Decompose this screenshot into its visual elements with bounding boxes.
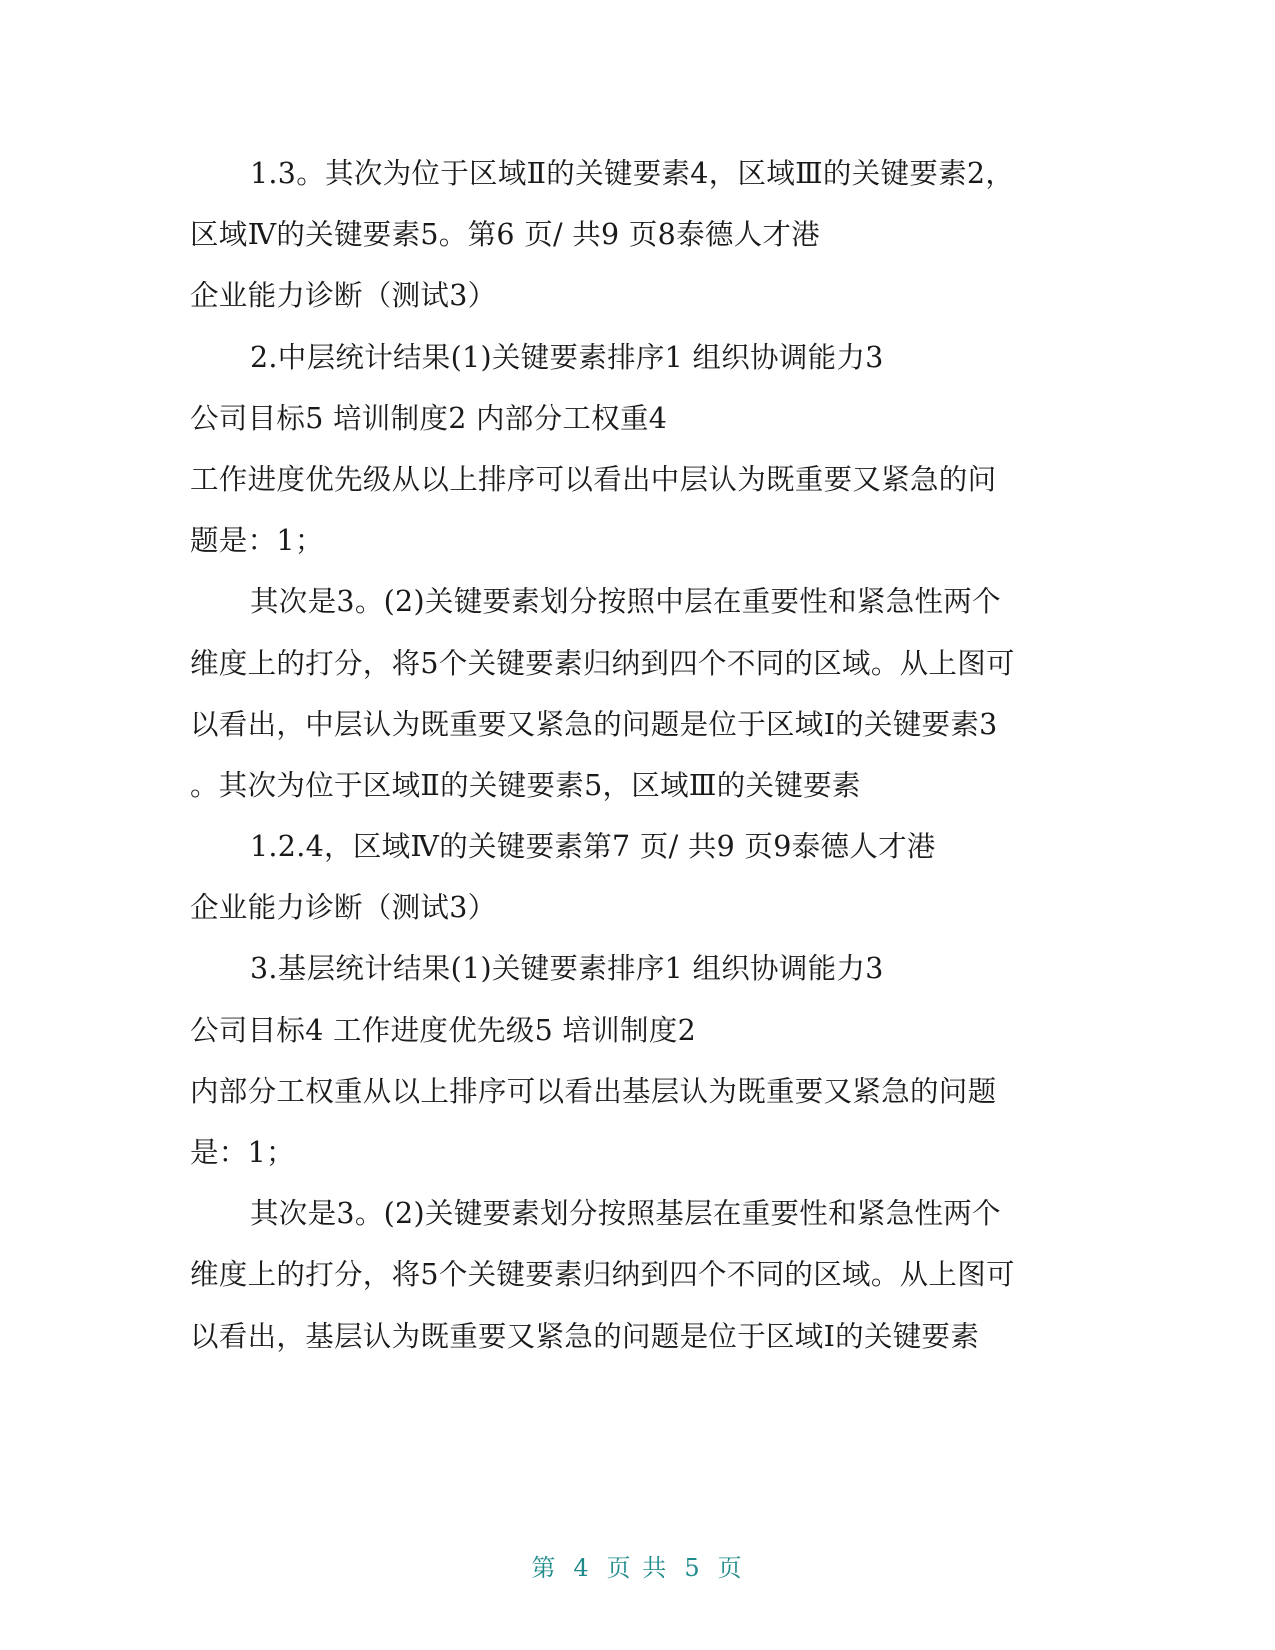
footer-suffix: 页 (717, 1554, 744, 1582)
paragraph-line: 公司目标4 工作进度优先级5 培训制度2 (190, 1013, 697, 1047)
footer-prefix: 第 (531, 1554, 558, 1582)
paragraph-line: 2.中层统计结果(1)关键要素排序1 组织协调能力3 (250, 340, 884, 374)
paragraph-line: 以看出，基层认为既重要又紧急的问题是位于区域Ⅰ的关键要素 (190, 1319, 980, 1353)
paragraph-line: 企业能力诊断（测试3） (190, 891, 497, 925)
paragraph-line: 维度上的打分，将5个关键要素归纳到四个不同的区域。从上图可 (190, 1258, 1015, 1292)
document-body (190, 143, 1090, 1367)
paragraph-line: 企业能力诊断（测试3） (190, 279, 497, 313)
paragraph-line: 维度上的打分，将5个关键要素归纳到四个不同的区域。从上图可 (190, 646, 1015, 680)
footer-current-page: 4 (573, 1554, 591, 1582)
footer-middle: 页 共 (606, 1554, 669, 1582)
paragraph-line: 1.2.4，区域Ⅳ的关键要素第7 页/ 共9 页9泰德人才港 (250, 830, 936, 864)
paragraph-line: 公司目标5 培训制度2 内部分工权重4 (190, 401, 668, 435)
paragraph-line: 是：1； (190, 1136, 295, 1169)
paragraph-line: 1.3。其次为位于区域Ⅱ的关键要素4，区域Ⅲ的关键要素2， (250, 157, 1015, 190)
paragraph-line: 其次是3。(2)关键要素划分按照中层在重要性和紧急性两个 (250, 585, 1001, 619)
paragraph-line: 内部分工权重从以上排序可以看出基层认为既重要又紧急的问题 (190, 1074, 997, 1108)
paragraph-line: 。其次为位于区域Ⅱ的关键要素5，区域Ⅲ的关键要素 (190, 768, 861, 802)
paragraph-line: 区域Ⅳ的关键要素5。第6 页/ 共9 页8泰德人才港 (190, 218, 821, 252)
paragraph-line: 工作进度优先级从以上排序可以看出中层认为既重要又紧急的问 (190, 462, 997, 496)
page-footer (0, 1548, 1275, 1583)
footer-total-pages: 5 (684, 1554, 702, 1582)
paragraph-line: 其次是3。(2)关键要素划分按照基层在重要性和紧急性两个 (250, 1197, 1001, 1231)
paragraph-line: 以看出，中层认为既重要又紧急的问题是位于区域Ⅰ的关键要素3 (190, 707, 998, 741)
paragraph-line: 题是：1； (190, 524, 324, 558)
paragraph-line: 3.基层统计结果(1)关键要素排序1 组织协调能力3 (250, 952, 884, 986)
